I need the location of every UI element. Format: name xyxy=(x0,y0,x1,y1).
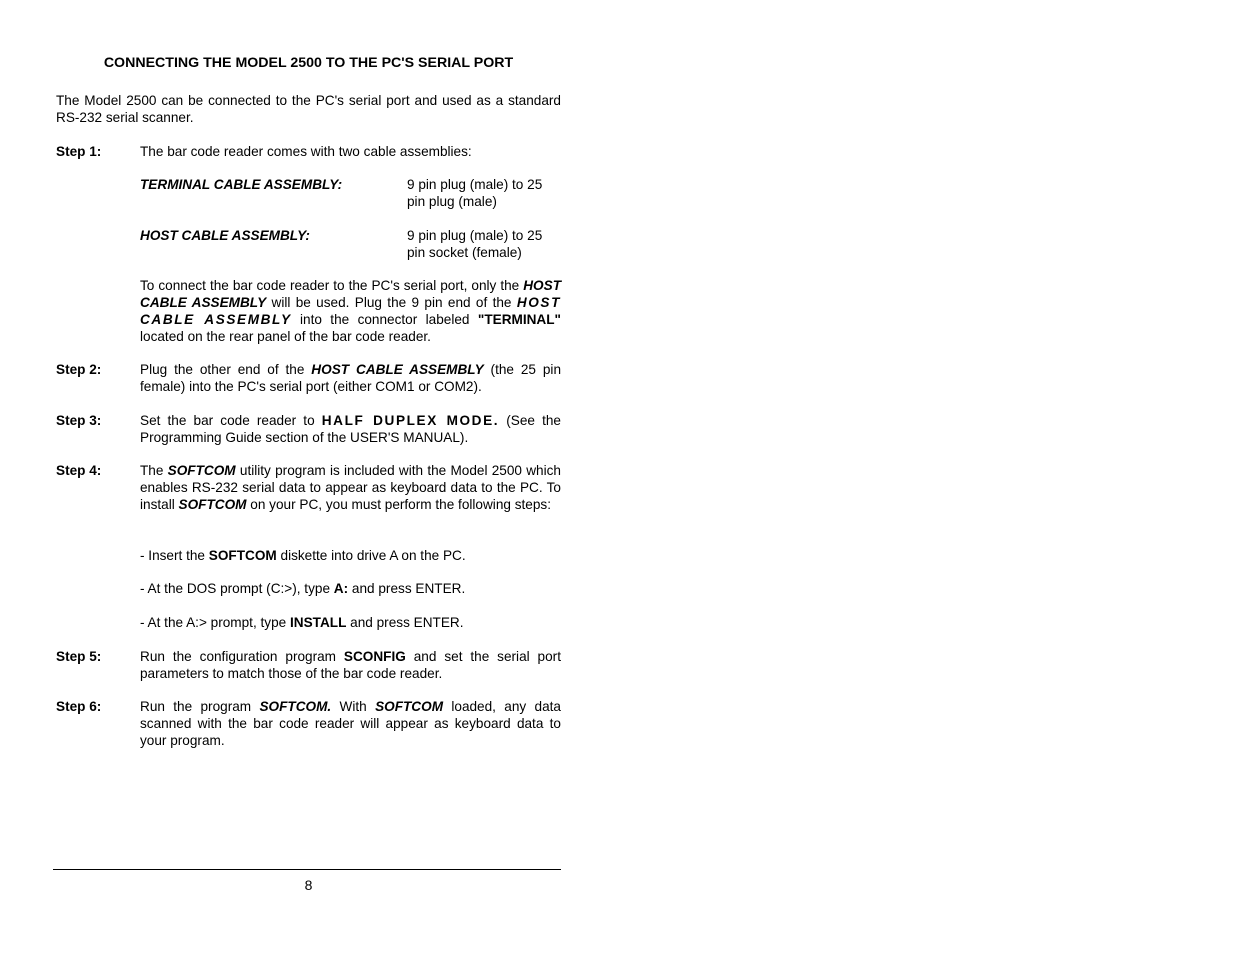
half-duplex-mode: HALF DUPLEX MODE. xyxy=(321,413,500,428)
step-1-text: The bar code reader comes with two cable assemblies: xyxy=(140,144,472,159)
step-4-text-2: utility program is included with the Model 2500 which enables RS-232 serial data to appear as keyboard data to the PC. To install xyxy=(140,463,561,512)
host-cable-desc xyxy=(407,227,561,261)
terminal-cable-desc-line-1: 9 pin plug (male) to 25 xyxy=(407,177,543,192)
step-2-host-cable-ref: HOST CABLE ASSEMBLY xyxy=(311,362,484,377)
step-3-label: Step 3: xyxy=(56,413,102,428)
host-cable-ref-1: HOST CABLE ASSEMBLY xyxy=(140,278,561,310)
step-6-text-1: Run the program xyxy=(140,699,260,714)
bullet-1-post: diskette into drive A on the PC. xyxy=(276,548,466,563)
host-cable-desc-line-1: 9 pin plug (male) to 25 xyxy=(407,228,543,243)
connect-text-3: into the connector labeled xyxy=(291,312,478,327)
step-4-text xyxy=(140,462,561,513)
bullet-2-post: and press ENTER. xyxy=(348,581,466,596)
connect-text-4: located on the rear panel of the bar code reader. xyxy=(140,329,431,344)
step-2-text-1: Plug the other end of the xyxy=(140,362,312,377)
step-5-label: Step 5: xyxy=(56,649,102,664)
step-6-text xyxy=(140,698,561,749)
step-4-bullet-3 xyxy=(140,614,561,631)
terminal-connector-label: "TERMINAL" xyxy=(477,312,561,327)
bullet-1-pre: - Insert the xyxy=(140,548,209,563)
step-4-bullet-1 xyxy=(140,547,561,564)
step-1-connect-paragraph xyxy=(140,277,561,345)
host-cable-name: HOST CABLE ASSEMBLY: xyxy=(140,228,310,243)
bullet-2-drive: A: xyxy=(333,581,349,596)
connect-text-1: To connect the bar code reader to the PC's serial port, only the xyxy=(140,278,524,293)
step-6-label: Step 6: xyxy=(56,699,102,714)
terminal-cable-desc xyxy=(407,176,561,210)
step-6-softcom-ref-2: SOFTCOM xyxy=(375,699,444,714)
step-2-text xyxy=(140,361,561,395)
bullet-3-post: and press ENTER. xyxy=(346,615,464,630)
page-title: CONNECTING THE MODEL 2500 TO THE PC'S SERIAL PORT xyxy=(103,55,514,71)
softcom-ref-2: SOFTCOM xyxy=(178,497,247,512)
step-4-text-3: on your PC, you must perform the following steps: xyxy=(246,497,551,512)
intro-paragraph: The Model 2500 can be connected to the PC's serial port and used as a standard RS-232 serial scanner. xyxy=(56,93,561,125)
bullet-1-softcom: SOFTCOM xyxy=(208,548,277,563)
step-3-text xyxy=(140,412,561,446)
step-4-text-1: The xyxy=(140,463,168,478)
step-3-text-1: Set the bar code reader to xyxy=(140,413,322,428)
step-4-label: Step 4: xyxy=(56,463,102,478)
host-cable-ref-2: HOST CABLE ASSEMBLY xyxy=(140,295,561,327)
step-2-text-2: (the 25 pin female) into the PC's serial port (either COM1 or COM2). xyxy=(140,362,562,394)
step-4-bullet-2 xyxy=(140,580,561,597)
step-6-text-3: loaded, any data scanned with the bar code reader will appear as keyboard data to your program. xyxy=(140,699,561,748)
sconfig-ref: SCONFIG xyxy=(343,649,406,664)
terminal-cable-desc-line-2: pin plug (male) xyxy=(407,194,497,209)
softcom-ref-1: SOFTCOM xyxy=(167,463,236,478)
step-2-label: Step 2: xyxy=(56,362,102,377)
step-6-text-2: With xyxy=(331,699,376,714)
step-1-label: Step 1: xyxy=(56,144,102,159)
page-number: 8 xyxy=(304,877,313,893)
bullet-3-pre: - At the A:> prompt, type xyxy=(140,615,290,630)
connect-text-2: will be used. Plug the 9 pin end of the xyxy=(266,295,517,310)
step-6-softcom-ref-1: SOFTCOM. xyxy=(259,699,332,714)
terminal-cable-name: TERMINAL CABLE ASSEMBLY: xyxy=(140,177,343,192)
bullet-2-pre: - At the DOS prompt (C:>), type xyxy=(140,581,334,596)
footer-rule xyxy=(53,869,561,870)
bullet-3-install: INSTALL xyxy=(290,615,347,630)
step-5-text-1: Run the configuration program xyxy=(140,649,344,664)
step-5-text-2: and set the serial port parameters to match those of the bar code reader. xyxy=(140,649,561,681)
host-cable-desc-line-2: pin socket (female) xyxy=(407,245,522,260)
step-3-text-2: (See the Programming Guide section of the USER'S MANUAL). xyxy=(140,413,561,445)
step-5-text xyxy=(140,648,561,682)
